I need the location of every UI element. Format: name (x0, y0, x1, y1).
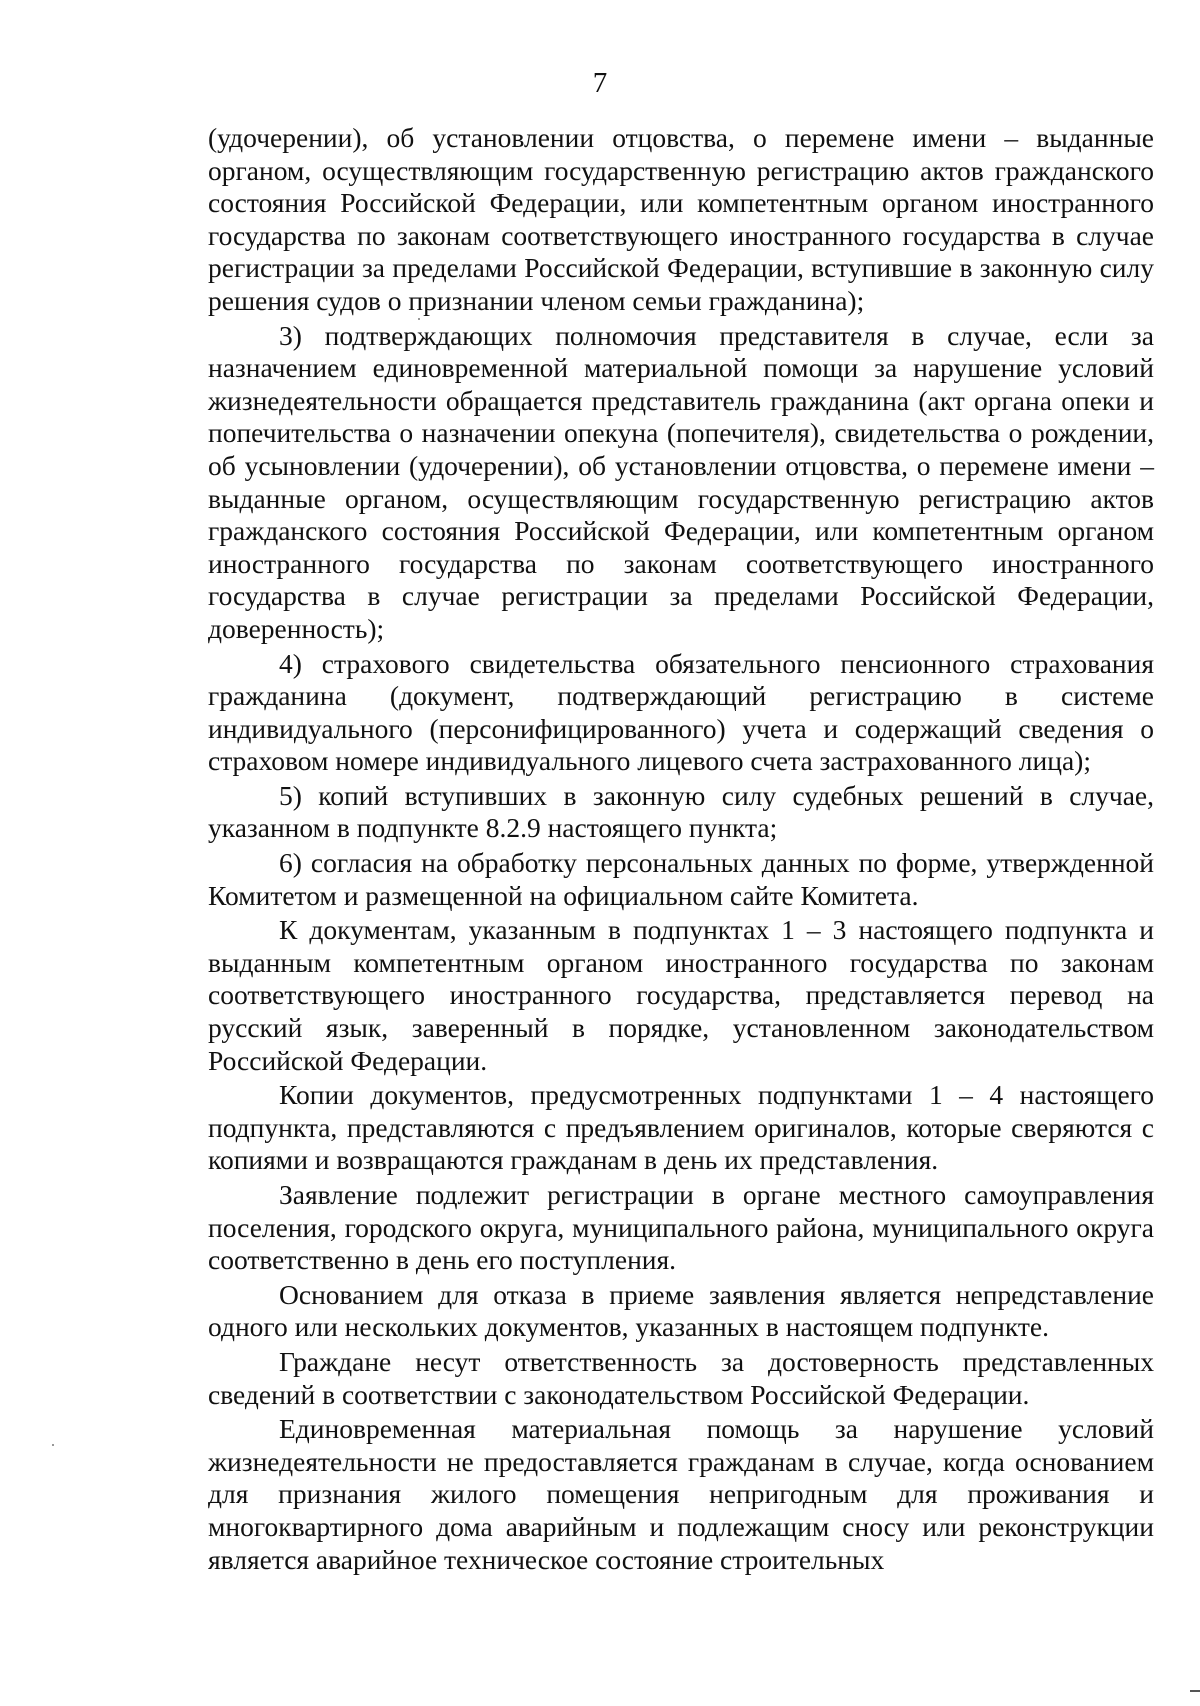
paragraph-translation: К документам, указанным в подпунктах 1 – 3 настоящего подпункта и выданным компетентным органом иностранного государства по законам соответствующего иностранного государства, представляется перевод на русский язык, заверенный в порядке, установленном законодательством Российской Федерации. (208, 914, 1154, 1076)
paragraph-item-6: 6) согласия на обработку персональных данных по форме, утвержденной Комитетом и размещенной на официальном сайте Комитета. (208, 847, 1154, 911)
paragraph-item-5: 5) копий вступивших в законную силу судебных решений в случае, указанном в подпункте 8.2.9 настоящего пункта; (208, 779, 1154, 844)
paragraph-exclusion: Единовременная материальная помощь за нарушение условий жизнедеятельности не предоставляется гражданам в случае, когда основанием для признания жилого помещения непригодным для проживания и многоквартирного дома аварийным и подлежащим сносу или реконструкции является аварийное техническое состояние строительных (208, 1413, 1154, 1575)
document-body (208, 122, 1154, 1576)
page-number: 7 (592, 67, 608, 99)
paragraph-registration: Заявление подлежит регистрации в органе местного самоуправления поселения, городского округа, муниципального района, муниципального округа соответственно в день его поступления. (208, 1179, 1154, 1276)
paragraph-continuation: (удочерении), об установлении отцовства, о перемене имени – выданные органом, осуществляющим государственную регистрацию актов гражданского состояния Российской Федерации, или компетентным органом иностранного государства по законам соответствующего иностранного государства в случае регистрации за пределами Российской Федерации, вступившие в законную силу решения судов о признании членом семьи гражданина); (208, 122, 1154, 316)
paragraph-item-3: 3) подтверждающих полномочия представителя в случае, если за назначением единовременной материальной помощи за нарушение условий жизнедеятельности обращается представитель гражданина (акт органа опеки и попечительства о назначении опекуна (попечителя), свидетельства о рождении, об усыновлении (удочерении), об установлении отцовства, о перемене имени – выданные органом, осуществляющим государственную регистрацию актов гражданского состояния Российской Федерации, или компетентным органом иностранного государства по законам соответствующего иностранного государства в случае регистрации за пределами Российской Федерации, доверенность); (208, 319, 1154, 644)
scan-speck (418, 318, 420, 320)
paragraph-item-4: 4) страхового свидетельства обязательного пенсионного страхования гражданина (документ, подтверждающий регистрацию в системе индивидуального (персонифицированного) учета и содержащий сведения о страховом номере индивидуального лицевого счета застрахованного лица); (208, 647, 1154, 777)
scan-speck (52, 1444, 54, 1446)
scan-edge-mark (1190, 1690, 1200, 1692)
paragraph-responsibility: Граждане несут ответственность за достоверность представленных сведений в соответствии с законодательством Российской Федерации. (208, 1345, 1154, 1410)
paragraph-refusal: Основанием для отказа в приеме заявления является непредставление одного или нескольких документов, указанных в настоящем подпункте. (208, 1278, 1154, 1343)
paragraph-copies: Копии документов, предусмотренных подпунктами 1 – 4 настоящего подпункта, представляются с предъявлением оригиналов, которые сверяются с копиями и возвращаются гражданам в день их представления. (208, 1079, 1154, 1176)
